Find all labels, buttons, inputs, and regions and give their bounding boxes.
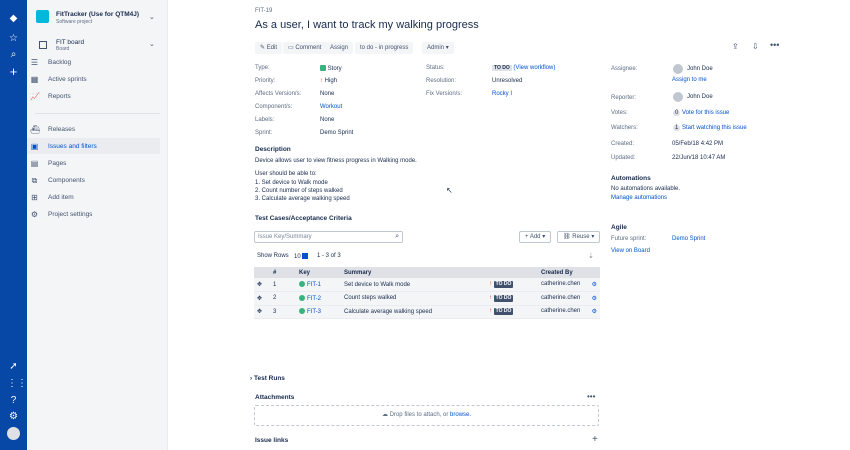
column-header-key[interactable]: Key [296,267,341,278]
search-icon[interactable]: ⌕ [395,233,399,240]
apps-icon[interactable]: ⋮⋮ [7,378,27,389]
gear-icon[interactable]: ⚙ [591,295,597,302]
sidebar-item-label: Releases [48,125,76,133]
sidebar-item-label: Project settings [48,210,93,218]
test-cases-heading: Test Cases/Acceptance Criteria [255,215,352,222]
row-status [486,292,538,306]
chevron-down-icon: ▾ [591,234,595,240]
labels-label: Labels: [255,117,275,123]
view-workflow-link[interactable]: (View workflow) [513,65,556,71]
board-name[interactable]: FIT board [56,39,85,46]
story-icon [299,281,305,287]
updated-value: 22/Jun/18 10:47 AM [672,155,726,161]
arrow-up-icon: ↑ [489,308,492,315]
issues-icon: ▣ [30,141,39,151]
sidebar-item-backlog[interactable] [27,54,179,70]
transition-button[interactable]: to do - in progress [355,42,413,54]
chevron-down-icon: ▾ [542,234,546,240]
votes-value [673,110,729,116]
created-value: 05/Feb/18 4:42 PM [672,141,724,147]
drag-handle-icon[interactable]: ✥ [254,278,270,292]
description-line: User should be able to: [255,171,317,177]
description-line: Device allows user to view fitness progress in Walking mode. [255,158,417,164]
resolution-label: Resolution: [426,78,457,84]
gear-icon[interactable]: ⚙ [591,282,597,288]
drop-text: Drop files to attach, or [389,412,449,418]
row-key-link[interactable]: FIT-3 [307,309,322,316]
test-search-placeholder: Issue Key/Summary [258,234,312,240]
test-runs-label: Test Runs [253,375,285,382]
pencil-icon: ✎ [260,45,266,51]
fix-version-label: Fix Version/s: [426,91,463,97]
story-icon [320,65,326,71]
row-key[interactable] [296,292,341,306]
page-icon: ▤ [30,158,39,168]
browse-link[interactable]: browse. [450,412,472,418]
sidebar-item-issues-and-filters[interactable] [27,138,160,154]
add-link-icon[interactable]: + [592,434,598,445]
reuse-label: Reuse [572,234,590,240]
chevron-down-icon[interactable]: ⌄ [149,41,155,48]
sprint-icon: ▦ [30,74,39,84]
votes-count: 0 [675,110,679,116]
description-line: 2. Count number of steps walked [255,188,343,194]
more-icon[interactable]: ••• [770,40,780,50]
row-key[interactable] [296,305,341,319]
drag-handle-icon[interactable]: ✥ [254,292,270,306]
create-icon[interactable]: + [9,64,18,79]
admin-button[interactable] [422,42,454,54]
row-key-link[interactable]: FIT-1 [307,282,322,288]
test-runs-toggle[interactable] [250,375,285,382]
watchers-value [673,125,747,131]
watchers-label: Watchers: [611,125,638,131]
affects-value: None [320,91,335,97]
row-summary: Set device to Walk mode [341,278,486,292]
issue-key[interactable]: FIT-19 [255,8,273,14]
export-icon[interactable]: ⇩ [752,42,759,51]
sidebar-item-label: Backlog [48,58,72,66]
future-sprint-label: Future sprint: [611,236,647,242]
resolution-value: Unresolved [492,78,523,84]
manage-automations-link[interactable]: Manage automations [611,195,668,201]
votes-label: Votes: [611,110,628,116]
assignee-value[interactable]: John Doe [687,66,713,72]
avatar [673,92,683,102]
help-icon[interactable]: ? [10,395,17,406]
created-label: Created: [611,141,635,147]
vote-link[interactable]: Vote for this issue [682,110,730,116]
project-name[interactable]: FitTracker (Use for QTM4J) [56,11,140,18]
row-status [486,278,538,292]
dropdown-icon [302,253,308,259]
sidebar-item-label: Reports [48,92,71,100]
cursor-icon: ↖ [446,186,453,195]
share-icon[interactable]: ⇪ [732,42,739,51]
affects-label: Affects Version/s: [255,91,302,97]
gear-icon: ⚙ [30,209,39,219]
reporter-label: Reporter: [611,95,637,101]
arrow-up-icon: ↑ [320,78,323,84]
updated-label: Updated: [611,155,636,161]
creator-name: catherine.chen [541,281,581,287]
sidebar-item-components[interactable] [27,172,179,188]
status-value [492,65,555,71]
add-test-button[interactable] [519,231,551,243]
arrow-up-icon: ↑ [489,294,492,301]
type-value [320,65,342,72]
project-sidebar [27,0,168,450]
fix-version-value[interactable]: Rocky I [492,91,513,97]
table-row[interactable] [254,305,600,319]
row-key[interactable] [296,278,341,292]
status-badge: TO DO [494,65,510,71]
sidebar-item-label: Components [48,176,85,184]
row-summary: Count steps walked [341,292,486,306]
column-header-summary[interactable]: Summary [341,267,486,278]
creator-name: catherine.chen [541,308,581,315]
backlog-icon: ☰ [30,57,39,67]
comment-button[interactable] [283,42,326,54]
components-label: Component/s: [255,104,293,110]
description-line: 3. Calculate average walking speed [255,196,350,202]
column-header-drag [254,267,270,278]
board-type: Board [56,46,70,52]
divider [35,113,160,114]
row-number: 2 [270,292,296,306]
table-row[interactable] [254,292,600,306]
component-icon: ⧉ [31,175,38,185]
test-search-input[interactable] [254,231,403,243]
attachments-heading: Attachments [255,394,295,401]
agile-heading: Agile [611,224,627,231]
assign-to-me-link[interactable]: Assign to me [672,77,707,83]
chevron-down-icon: ▾ [445,45,449,51]
arrow-up-icon: ↑ [489,281,492,287]
project-avatar [36,10,49,23]
edit-label: Edit [266,45,278,51]
priority-value [320,78,337,84]
test-cases-table [254,267,600,319]
sidebar-item-project-settings[interactable] [27,206,179,222]
ship-icon: ⛴ [30,124,41,134]
chevron-down-icon[interactable]: ⌄ [149,14,155,21]
issue-links-heading: Issue links [255,437,289,444]
description-line: 1. Set device to Walk mode [255,180,328,186]
automations-heading: Automations [611,175,651,182]
admin-label: Admin [427,45,445,51]
gear-icon[interactable]: ⚙ [591,309,597,316]
column-header-num[interactable]: # [270,267,296,278]
status-label: Status: [426,65,445,71]
sidebar-item-label: Add item [48,193,74,201]
row-created-by [538,278,600,292]
components-value[interactable]: Workout [320,104,343,110]
watchers-count: 1 [675,125,679,131]
labels-value: None [320,117,335,123]
sidebar-item-label: Active sprints [48,75,87,83]
table-header-row [254,267,600,278]
issue-title[interactable]: As a user, I want to track my walking progress [255,19,479,31]
row-number: 1 [270,278,296,292]
sidebar-item-reports[interactable] [27,88,179,104]
search-icon[interactable]: ⌕ [10,49,17,60]
comment-icon: ▭ [288,45,294,51]
row-status [486,305,538,319]
reporter-value[interactable]: John Doe [687,94,713,100]
chevron-right-icon: › [250,375,253,382]
type-text: Story [327,66,342,72]
more-icon[interactable]: ••• [587,392,596,401]
sprint-label: Sprint: [255,130,273,136]
settings-icon[interactable]: ⚙ [9,411,18,422]
edit-button[interactable] [255,42,282,54]
jira-logo-icon[interactable]: ◆ [9,13,18,24]
star-icon[interactable]: ☆ [9,33,18,44]
sidebar-item-active-sprints[interactable] [27,71,179,87]
assign-button[interactable]: Assign [325,42,353,54]
avatar [673,64,683,74]
assignee-label: Assignee: [611,66,638,72]
priority-text: High [324,78,338,84]
comment-label: Comment [295,45,322,51]
table-row[interactable] [254,278,600,292]
description-heading: Description [255,146,291,153]
attachment-dropzone[interactable] [254,405,599,426]
status-badge: TO DO [495,294,512,301]
add-icon: ⊞ [31,192,38,202]
user-avatar[interactable] [7,427,20,440]
show-rows-label: Show Rows [257,253,289,259]
story-icon [299,308,305,314]
row-created-by [538,305,600,319]
add-label: + Add [525,234,541,240]
sidebar-item-pages[interactable] [27,155,179,171]
sprint-value[interactable]: Demo Sprint [320,130,354,136]
sidebar-item-label: Issues and filters [48,142,97,150]
priority-label: Priority: [255,78,276,84]
sidebar-item-label: Pages [48,159,67,167]
cloud-upload-icon: ☁ [381,412,388,418]
view-on-board-link[interactable]: View on Board [611,248,650,254]
pagination-range: 1 - 3 of 3 [317,253,341,259]
link-icon: ⛓ [563,234,571,240]
sidebar-item-releases[interactable] [27,121,179,137]
rocket-icon[interactable]: ➚ [9,361,18,372]
rows-value: 10 [294,254,301,260]
rows-select[interactable] [294,253,308,260]
settings-icon[interactable]: ⇣ [588,253,594,260]
column-header-status [486,267,538,278]
future-sprint-value[interactable]: Demo Sprint [672,236,706,242]
automations-empty: No automations available. [611,186,681,192]
story-icon [299,295,305,301]
status-badge: TO DO [495,281,512,287]
row-key-link[interactable]: FIT-2 [307,295,322,302]
global-nav [0,0,27,450]
project-type: Software project [56,19,93,25]
board-icon [39,41,47,49]
chart-icon: 📈 [30,91,40,101]
row-created-by [538,292,600,306]
column-header-created-by[interactable]: Created By [538,267,600,278]
sidebar-item-add-item[interactable] [27,189,179,205]
row-summary: Calculate average walking speed [341,305,486,319]
watch-link[interactable]: Start watching this issue [682,125,747,131]
type-label: Type: [255,65,270,71]
reuse-button[interactable] [557,231,600,243]
creator-name: catherine.chen [541,294,581,301]
status-badge: TO DO [495,308,512,315]
row-number: 3 [270,305,296,319]
drag-handle-icon[interactable]: ✥ [254,305,270,319]
